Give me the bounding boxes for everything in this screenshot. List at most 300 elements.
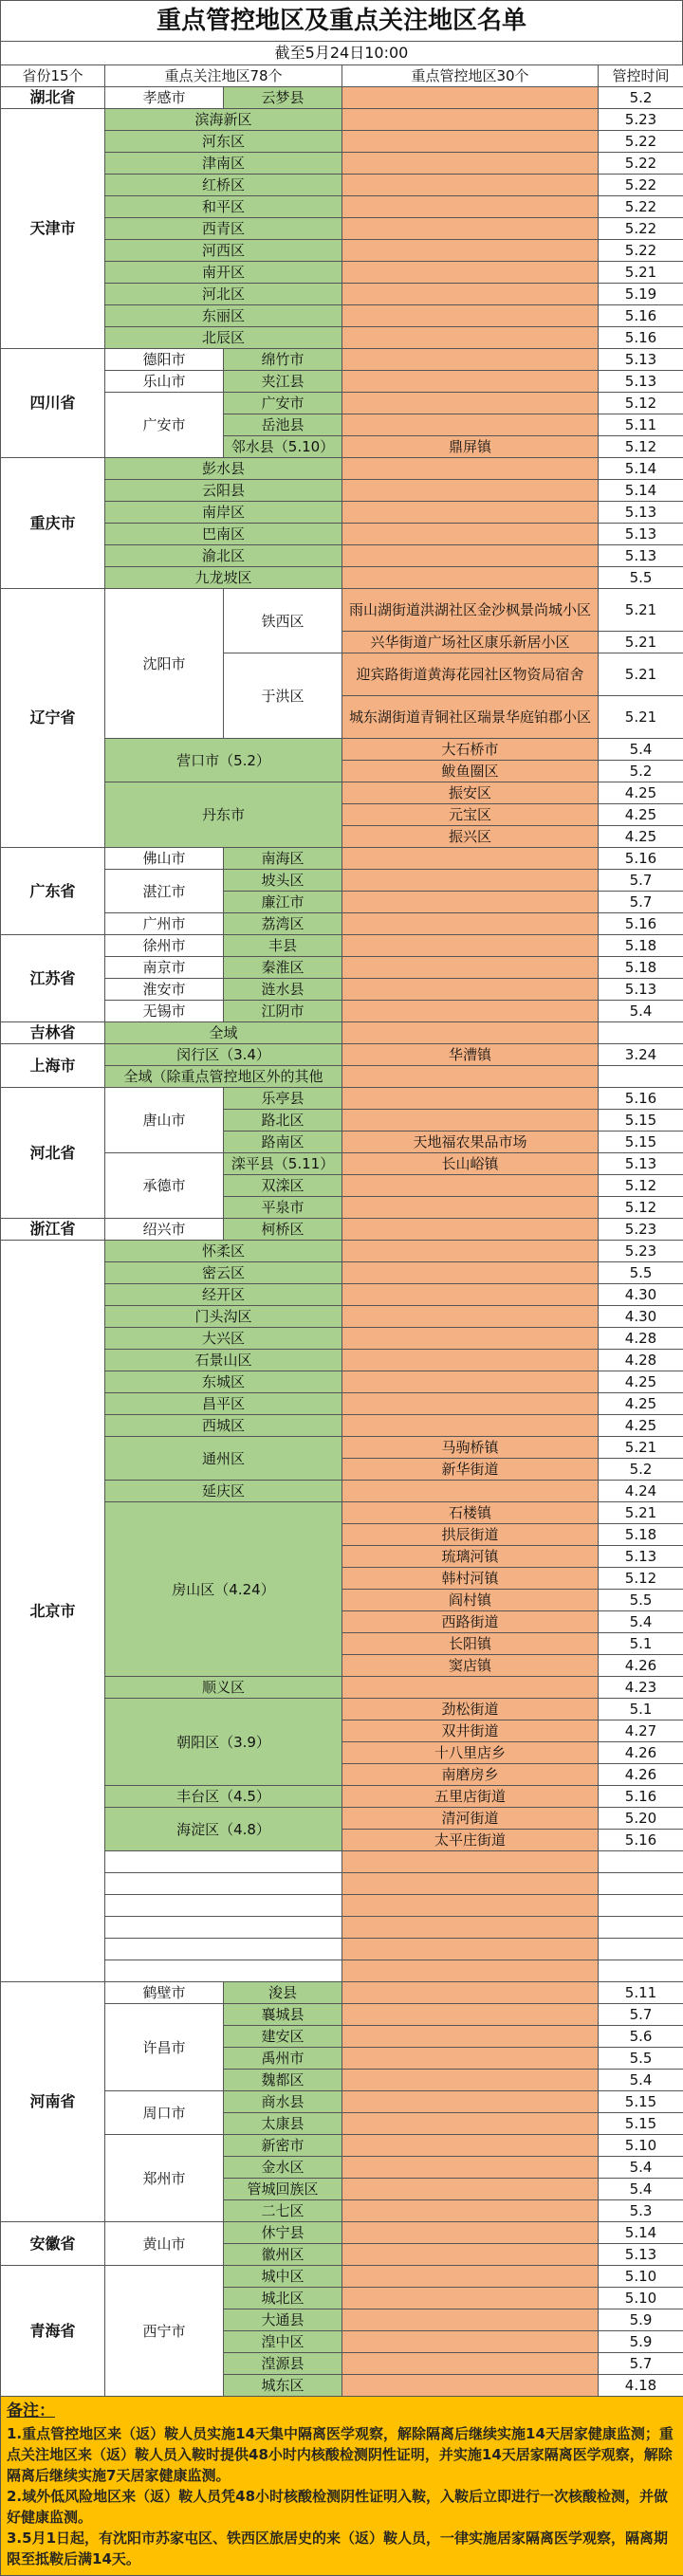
focus-area-cell: 二七区 — [224, 2200, 342, 2222]
control-area-cell — [342, 2266, 599, 2288]
control-area-cell — [342, 109, 599, 131]
focus-area-cell: 通州区 — [105, 1437, 342, 1481]
focus-area-cell: 浚县 — [224, 1982, 342, 2004]
focus-area-cell: 新密市 — [224, 2135, 342, 2157]
control-date-cell: 5.15 — [599, 2091, 683, 2113]
control-area-cell: 鲅鱼圈区 — [342, 761, 599, 782]
control-date-cell: 5.2 — [599, 1459, 683, 1481]
control-area-cell: 阎村镇 — [342, 1590, 599, 1611]
control-area-cell — [342, 1262, 599, 1284]
control-area-cell — [342, 1001, 599, 1022]
province-cell: 青海省 — [1, 2266, 105, 2397]
province-cell: 上海市 — [1, 1044, 105, 1088]
control-area-cell: 振安区 — [342, 782, 599, 804]
focus-area-cell: 河东区 — [105, 131, 342, 153]
control-date-cell: 5.19 — [599, 284, 683, 305]
control-area-cell — [342, 458, 599, 480]
control-date-cell: 5.10 — [599, 2266, 683, 2288]
table-row — [1, 589, 683, 632]
control-date-cell: 5.4 — [599, 2157, 683, 2179]
control-area-cell — [342, 2048, 599, 2070]
control-date-cell: 5.7 — [599, 2353, 683, 2375]
header-focus: 重点关注地区78个 — [105, 65, 342, 87]
province-cell: 浙江省 — [1, 1219, 105, 1241]
city-cell: 周口市 — [105, 2091, 224, 2135]
control-area-cell — [342, 1306, 599, 1328]
control-date-cell: 5.12 — [599, 1568, 683, 1590]
control-area-cell — [342, 979, 599, 1001]
control-area-cell — [342, 1284, 599, 1306]
control-date-cell: 5.16 — [599, 1088, 683, 1110]
focus-area-cell: 路北区 — [224, 1110, 342, 1132]
control-date-cell — [599, 1066, 683, 1088]
focus-area-cell: 邻水县（5.10） — [224, 436, 342, 458]
control-date-cell: 5.5 — [599, 1262, 683, 1284]
city-cell — [105, 1851, 342, 1873]
control-date-cell: 5.2 — [599, 87, 683, 109]
control-date-cell: 5.21 — [599, 696, 683, 739]
control-area-cell: 劲松街道 — [342, 1699, 599, 1720]
control-area-cell — [342, 480, 599, 502]
control-area-cell — [342, 196, 599, 218]
control-area-cell: 新华街道 — [342, 1459, 599, 1481]
province-cell: 河北省 — [1, 1088, 105, 1219]
focus-area-cell: 渝北区 — [105, 545, 342, 567]
focus-area-cell: 魏都区 — [224, 2070, 342, 2091]
control-date-cell: 5.7 — [599, 892, 683, 913]
control-date-cell: 5.22 — [599, 175, 683, 196]
focus-area-cell: 九龙坡区 — [105, 567, 342, 589]
control-date-cell: 5.21 — [599, 1502, 683, 1524]
focus-area-cell: 柯桥区 — [224, 1219, 342, 1241]
control-date-cell: 5.2 — [599, 761, 683, 782]
page-title: 重点管控地区及重点关注地区名单 — [0, 0, 683, 41]
city-cell: 湛江市 — [105, 870, 224, 913]
table-row — [1, 1219, 683, 1241]
focus-area-cell: 大兴区 — [105, 1328, 342, 1350]
control-date-cell: 5.13 — [599, 2244, 683, 2266]
province-cell: 安徽省 — [1, 2222, 105, 2266]
control-date-cell: 5.16 — [599, 913, 683, 935]
focus-area-cell: 顺义区 — [105, 1677, 342, 1699]
header-time: 管控时间 — [599, 65, 683, 87]
focus-area-cell: 双滦区 — [224, 1175, 342, 1197]
focus-area-cell: 昌平区 — [105, 1393, 342, 1415]
control-date-cell: 5.23 — [599, 109, 683, 131]
focus-area-cell: 营口市（5.2） — [105, 739, 342, 782]
control-area-cell — [342, 2004, 599, 2026]
control-area-cell — [342, 1350, 599, 1371]
control-area-cell — [342, 1393, 599, 1415]
control-area-cell — [342, 2135, 599, 2157]
control-area-cell: 韩村河镇 — [342, 1568, 599, 1590]
control-date-cell: 5.4 — [599, 2070, 683, 2091]
control-area-cell: 长山峪镇 — [342, 1153, 599, 1175]
control-date-cell: 5.5 — [599, 2048, 683, 2070]
control-area-cell — [342, 393, 599, 414]
control-area-cell — [342, 1088, 599, 1110]
province-cell: 辽宁省 — [1, 589, 105, 848]
control-date-cell: 5.21 — [599, 589, 683, 632]
city-cell: 沈阳市 — [105, 589, 224, 739]
control-date-cell: 5.13 — [599, 545, 683, 567]
city-cell: 佛山市 — [105, 848, 224, 870]
control-area-cell — [342, 1982, 599, 2004]
control-area-cell — [342, 2375, 599, 2397]
control-date-cell: 5.4 — [599, 2179, 683, 2200]
focus-area-cell: 平泉市 — [224, 1197, 342, 1219]
control-area-cell — [342, 2309, 599, 2331]
focus-area-cell: 丰台区（4.5） — [105, 1786, 342, 1808]
control-area-cell — [342, 2026, 599, 2048]
city-cell: 淮安市 — [105, 979, 224, 1001]
control-date-cell: 4.25 — [599, 782, 683, 804]
control-area-cell: 窦店镇 — [342, 1655, 599, 1677]
control-area-cell — [342, 1939, 599, 1960]
control-area-cell: 兴华街道广场社区康乐新居小区 — [342, 632, 599, 653]
focus-area-cell: 全域 — [105, 1022, 342, 1044]
control-date-cell: 5.7 — [599, 2004, 683, 2026]
control-area-cell — [342, 2353, 599, 2375]
city-cell: 徐州市 — [105, 935, 224, 957]
focus-area-cell: 乐亭县 — [224, 1088, 342, 1110]
control-date-cell: 5.4 — [599, 1611, 683, 1633]
table-row — [1, 2266, 683, 2288]
control-date-cell: 5.22 — [599, 240, 683, 262]
control-date-cell: 5.13 — [599, 349, 683, 371]
control-area-cell: 南磨房乡 — [342, 1764, 599, 1786]
table-row — [1, 1044, 683, 1066]
focus-area-cell: 廉江市 — [224, 892, 342, 913]
control-area-cell — [342, 870, 599, 892]
note-item: 1.重点管控地区来（返）鞍人员实施14天集中隔离医学观察，解除隔离后继续实施14天居家健康监测；重点关注地区来（返）鞍人员入鞍时提供48小时内核酸检测阴性证明，并实施14天居家隔离医学观察，解除隔离后继续实施7天居家健康监测。 — [7, 2423, 678, 2486]
focus-area-cell: 滨海新区 — [105, 109, 342, 131]
control-date-cell: 5.12 — [599, 1175, 683, 1197]
control-area-cell — [342, 545, 599, 567]
table-body — [1, 87, 683, 2397]
city-cell: 无锡市 — [105, 1001, 224, 1022]
header-province: 省份15个 — [1, 65, 105, 87]
control-area-cell — [342, 262, 599, 284]
focus-area-cell: 绵竹市 — [224, 349, 342, 371]
control-date-cell: 5.5 — [599, 567, 683, 589]
focus-area-cell: 云梦县 — [224, 87, 342, 109]
note-item: 2.域外低风险地区来（返）鞍人员凭48小时核酸检测阴性证明入鞍，入鞍后立即进行一次核酸检测，并做好健康监测。 — [7, 2486, 678, 2528]
control-area-cell: 雨山湖街道洪湖社区金沙枫景尚城小区 — [342, 589, 599, 632]
control-date-cell: 5.1 — [599, 1633, 683, 1655]
control-area-cell — [342, 131, 599, 153]
city-cell: 郑州市 — [105, 2135, 224, 2222]
control-area-cell — [342, 2179, 599, 2200]
control-area-cell: 城东湖街道青铜社区瑞景华庭铂郡小区 — [342, 696, 599, 739]
page-subtitle: 截至5月24日10:00 — [0, 41, 683, 64]
control-area-cell: 五里店街道 — [342, 1786, 599, 1808]
focus-area-cell: 西青区 — [105, 218, 342, 240]
focus-area-cell: 朝阳区（3.9） — [105, 1699, 342, 1786]
province-cell: 四川省 — [1, 349, 105, 458]
city-cell — [105, 1960, 342, 1982]
focus-area-cell: 太康县 — [224, 2113, 342, 2135]
region-table — [0, 64, 683, 2397]
control-area-cell: 石楼镇 — [342, 1502, 599, 1524]
table-row — [1, 1022, 683, 1044]
province-cell: 江苏省 — [1, 935, 105, 1022]
control-date-cell: 5.22 — [599, 131, 683, 153]
focus-area-cell: 管城回族区 — [224, 2179, 342, 2200]
focus-area-cell: 秦淮区 — [224, 957, 342, 979]
focus-area-cell: 南海区 — [224, 848, 342, 870]
control-area-cell: 西路街道 — [342, 1611, 599, 1633]
focus-area-cell: 东丽区 — [105, 305, 342, 327]
province-cell: 重庆市 — [1, 458, 105, 589]
control-area-cell — [342, 1960, 599, 1982]
control-date-cell: 5.4 — [599, 739, 683, 761]
control-area-cell — [342, 2113, 599, 2135]
control-date-cell: 4.23 — [599, 1677, 683, 1699]
control-date-cell: 5.20 — [599, 1808, 683, 1830]
table-row — [1, 1088, 683, 1110]
focus-area-cell: 彭水县 — [105, 458, 342, 480]
control-area-cell: 琉璃河镇 — [342, 1546, 599, 1568]
focus-area-cell: 海淀区（4.8） — [105, 1808, 342, 1851]
control-date-cell: 5.16 — [599, 305, 683, 327]
province-cell: 河南省 — [1, 1982, 105, 2222]
control-area-cell — [342, 892, 599, 913]
control-area-cell: 太平庄街道 — [342, 1830, 599, 1851]
focus-area-cell: 密云区 — [105, 1262, 342, 1284]
city-cell — [105, 1939, 342, 1960]
control-area-cell — [342, 87, 599, 109]
city-cell: 绍兴市 — [105, 1219, 224, 1241]
focus-area-cell: 门头沟区 — [105, 1306, 342, 1328]
control-area-cell — [342, 153, 599, 175]
focus-area-cell: 夹江县 — [224, 371, 342, 393]
control-area-cell: 清河街道 — [342, 1808, 599, 1830]
control-date-cell: 5.5 — [599, 1590, 683, 1611]
control-date-cell: 5.10 — [599, 2288, 683, 2309]
control-date-cell: 4.24 — [599, 1481, 683, 1502]
control-area-cell — [342, 1415, 599, 1437]
control-area-cell — [342, 1241, 599, 1262]
focus-area-cell: 丹东市 — [105, 782, 342, 848]
focus-area-cell: 西城区 — [105, 1415, 342, 1437]
control-date-cell: 5.23 — [599, 1219, 683, 1241]
city-cell — [105, 1917, 342, 1939]
focus-area-cell: 滦平县（5.11） — [224, 1153, 342, 1175]
control-date-cell: 3.24 — [599, 1044, 683, 1066]
focus-area-cell: 云阳县 — [105, 480, 342, 502]
control-date-cell: 4.25 — [599, 1393, 683, 1415]
control-date-cell: 5.13 — [599, 1546, 683, 1568]
focus-area-cell: 北辰区 — [105, 327, 342, 349]
control-date-cell: 5.14 — [599, 2222, 683, 2244]
focus-area-cell: 大通县 — [224, 2309, 342, 2331]
focus-area-cell: 东城区 — [105, 1371, 342, 1393]
control-area-cell — [342, 524, 599, 545]
control-area-cell — [342, 1175, 599, 1197]
city-cell: 西宁市 — [105, 2266, 224, 2397]
control-date-cell: 5.15 — [599, 1110, 683, 1132]
control-date-cell: 5.21 — [599, 262, 683, 284]
city-cell: 孝感市 — [105, 87, 224, 109]
focus-area-cell: 经开区 — [105, 1284, 342, 1306]
control-date-cell: 4.18 — [599, 2375, 683, 2397]
control-area-cell: 振兴区 — [342, 826, 599, 848]
focus-area-cell: 江阴市 — [224, 1001, 342, 1022]
city-cell: 德阳市 — [105, 349, 224, 371]
control-area-cell — [342, 935, 599, 957]
control-date-cell: 5.22 — [599, 196, 683, 218]
control-date-cell: 5.13 — [599, 979, 683, 1001]
focus-area-cell: 城中区 — [224, 2266, 342, 2288]
control-date-cell: 5.7 — [599, 870, 683, 892]
table-header-row — [1, 65, 683, 87]
control-date-cell: 5.13 — [599, 502, 683, 524]
focus-area-cell: 襄城县 — [224, 2004, 342, 2026]
control-date-cell: 4.25 — [599, 1415, 683, 1437]
notes-box — [0, 2397, 683, 2576]
focus-area-cell: 全域（除重点管控地区外的其他 — [105, 1066, 342, 1088]
control-date-cell: 4.26 — [599, 1764, 683, 1786]
control-date-cell: 5.18 — [599, 935, 683, 957]
notes-title: 备注： — [7, 2401, 678, 2421]
table-row — [1, 458, 683, 480]
focus-area-cell: 丰县 — [224, 935, 342, 957]
control-date-cell — [599, 1960, 683, 1982]
city-cell: 许昌市 — [105, 2004, 224, 2091]
control-date-cell: 5.13 — [599, 1153, 683, 1175]
control-area-cell: 十八里店乡 — [342, 1742, 599, 1764]
control-area-cell: 天地福农果品市场 — [342, 1132, 599, 1153]
control-area-cell — [342, 1677, 599, 1699]
city-cell: 唐山市 — [105, 1088, 224, 1153]
control-area-cell — [342, 1895, 599, 1917]
focus-area-cell: 红桥区 — [105, 175, 342, 196]
control-date-cell: 4.26 — [599, 1655, 683, 1677]
control-date-cell: 5.10 — [599, 2135, 683, 2157]
control-area-cell — [342, 2244, 599, 2266]
focus-area-cell: 建安区 — [224, 2026, 342, 2048]
control-date-cell: 5.14 — [599, 480, 683, 502]
control-date-cell: 4.30 — [599, 1306, 683, 1328]
note-item: 3.5月1日起，有沈阳市苏家屯区、铁西区旅居史的来（返）鞍人员，一律实施居家隔离医学观察，隔离期限至抵鞍后满14天。 — [7, 2528, 678, 2569]
control-date-cell: 4.25 — [599, 826, 683, 848]
table-row — [1, 1982, 683, 2004]
city-cell: 鹤壁市 — [105, 1982, 224, 2004]
table-row — [1, 2222, 683, 2244]
control-area-cell — [342, 240, 599, 262]
control-area-cell — [342, 957, 599, 979]
control-area-cell — [342, 371, 599, 393]
control-date-cell: 4.25 — [599, 804, 683, 826]
table-row — [1, 87, 683, 109]
control-date-cell: 5.12 — [599, 436, 683, 458]
focus-area-cell: 湟中区 — [224, 2331, 342, 2353]
city-cell: 铁西区 — [224, 589, 342, 653]
focus-area-cell: 金水区 — [224, 2157, 342, 2179]
control-area-cell — [342, 2200, 599, 2222]
control-area-cell — [342, 349, 599, 371]
control-date-cell: 5.11 — [599, 414, 683, 436]
control-date-cell: 5.16 — [599, 327, 683, 349]
city-cell: 于洪区 — [224, 653, 342, 739]
control-area-cell — [342, 1110, 599, 1132]
control-date-cell — [599, 1917, 683, 1939]
focus-area-cell: 怀柔区 — [105, 1241, 342, 1262]
control-date-cell: 5.1 — [599, 1699, 683, 1720]
focus-area-cell: 湟源县 — [224, 2353, 342, 2375]
focus-area-cell: 石景山区 — [105, 1350, 342, 1371]
control-area-cell: 大石桥市 — [342, 739, 599, 761]
control-date-cell: 5.14 — [599, 458, 683, 480]
control-date-cell: 5.22 — [599, 153, 683, 175]
province-cell: 湖北省 — [1, 87, 105, 109]
city-cell — [105, 1895, 342, 1917]
control-area-cell — [342, 2091, 599, 2113]
control-date-cell: 5.21 — [599, 653, 683, 696]
header-control: 重点管控地区30个 — [342, 65, 599, 87]
city-cell: 广州市 — [105, 913, 224, 935]
control-area-cell — [342, 2331, 599, 2353]
control-area-cell: 华漕镇 — [342, 1044, 599, 1066]
control-area-cell — [342, 1066, 599, 1088]
focus-area-cell: 南开区 — [105, 262, 342, 284]
province-cell: 北京市 — [1, 1241, 105, 1982]
control-area-cell — [342, 1328, 599, 1350]
control-area-cell — [342, 2157, 599, 2179]
control-date-cell — [599, 1851, 683, 1873]
control-area-cell — [342, 1219, 599, 1241]
control-date-cell: 5.22 — [599, 218, 683, 240]
control-date-cell: 5.16 — [599, 848, 683, 870]
province-cell: 广东省 — [1, 848, 105, 935]
control-area-cell: 元宝区 — [342, 804, 599, 826]
control-date-cell: 5.9 — [599, 2309, 683, 2331]
control-date-cell: 5.13 — [599, 524, 683, 545]
focus-area-cell: 路南区 — [224, 1132, 342, 1153]
control-area-cell: 鼎屏镇 — [342, 436, 599, 458]
control-date-cell: 5.4 — [599, 1001, 683, 1022]
control-area-cell: 马驹桥镇 — [342, 1437, 599, 1459]
control-date-cell: 5.21 — [599, 632, 683, 653]
focus-area-cell: 津南区 — [105, 153, 342, 175]
control-date-cell — [599, 1939, 683, 1960]
control-date-cell — [599, 1873, 683, 1895]
control-date-cell: 5.16 — [599, 1786, 683, 1808]
province-cell: 天津市 — [1, 109, 105, 349]
control-date-cell: 5.15 — [599, 1132, 683, 1153]
control-area-cell — [342, 1371, 599, 1393]
control-date-cell: 5.3 — [599, 2200, 683, 2222]
control-date-cell: 5.21 — [599, 1437, 683, 1459]
control-date-cell: 4.26 — [599, 1742, 683, 1764]
city-cell: 黄山市 — [105, 2222, 224, 2266]
focus-area-cell: 徽州区 — [224, 2244, 342, 2266]
control-date-cell: 5.23 — [599, 1241, 683, 1262]
control-area-cell — [342, 2070, 599, 2091]
control-date-cell: 5.9 — [599, 2331, 683, 2353]
focus-area-cell: 禹州市 — [224, 2048, 342, 2070]
control-area-cell — [342, 175, 599, 196]
focus-area-cell: 河北区 — [105, 284, 342, 305]
province-cell: 吉林省 — [1, 1022, 105, 1044]
focus-area-cell: 荔湾区 — [224, 913, 342, 935]
focus-area-cell: 房山区（4.24） — [105, 1502, 342, 1677]
city-cell — [105, 1873, 342, 1895]
control-date-cell: 5.18 — [599, 957, 683, 979]
control-date-cell: 4.30 — [599, 1284, 683, 1306]
city-cell: 南京市 — [105, 957, 224, 979]
